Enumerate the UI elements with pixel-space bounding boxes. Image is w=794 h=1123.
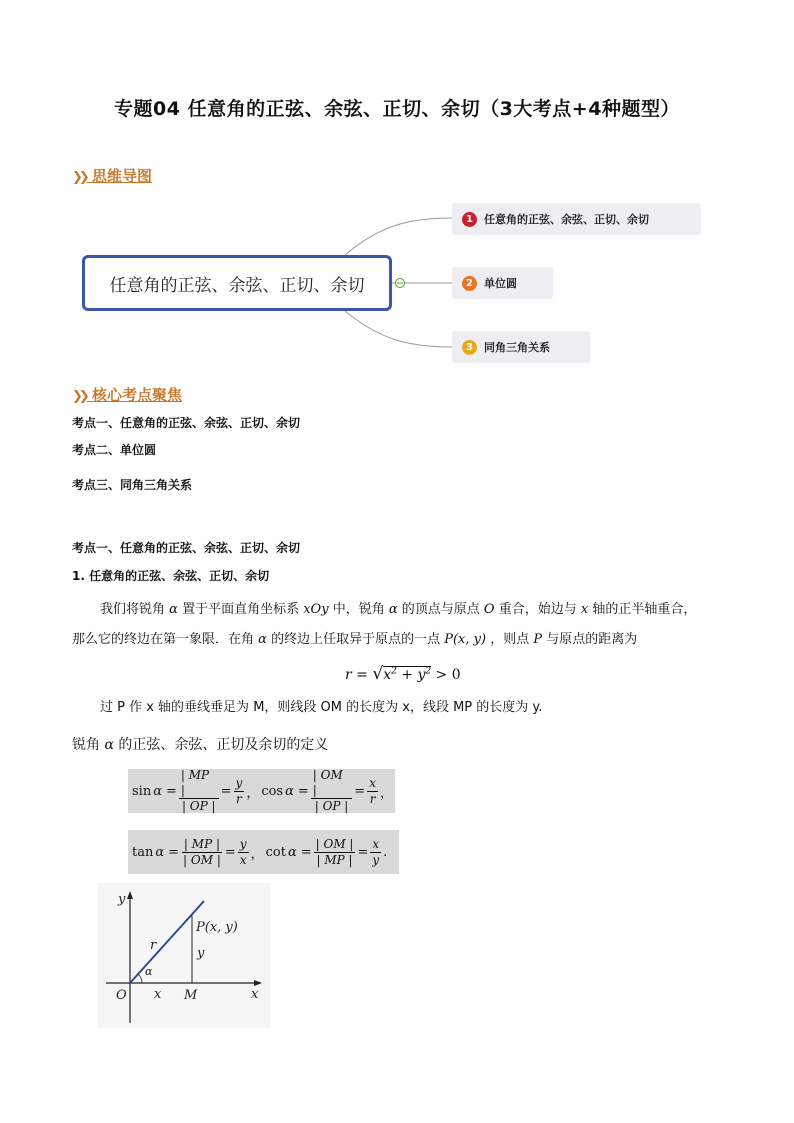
point-1: 考点一、任意角的正弦、余弦、正切、余切 <box>72 416 301 430</box>
number-badge-icon: 2 <box>462 276 477 291</box>
tan-cot-formula-box: tan α = $\frac{| MP |}{| OM |}$ = $\frac{y}{x}$ ， cot α = $\frac{| OM |}{| MP |}$ = $\frac{x}{y}$ . <box>128 830 399 874</box>
mindmap-heading: ❯❯ 思维导图 <box>72 167 153 185</box>
point-2: 考点二、单位圆 <box>72 443 157 457</box>
definition-label: 锐角 α 的正弦、余弦、正切及余切的定义 <box>72 737 329 753</box>
detail-heading: 考点一、任意角的正弦、余弦、正切、余切 <box>72 541 301 555</box>
figure-label-r: r <box>150 938 157 953</box>
core-heading: ❯❯ 核心考点聚焦 <box>72 386 183 404</box>
figure-label-o: O <box>116 988 127 1003</box>
number-badge-icon: 3 <box>462 340 477 355</box>
paragraph-line-2: 那么它的终边在第一象限．在角 α 的终边上任取异于原点的一点 P(x, y) ，则点 P 与原点的距离为 <box>72 632 638 647</box>
coordinate-figure <box>98 883 270 1028</box>
double-chevron-icon: ❯❯ <box>72 170 86 185</box>
paragraph-line-1: 我们将锐角 α 置于平面直角坐标系 xOy 中，锐角 α 的顶点与原点 O 重合，始边与 x 轴的正半轴重合， <box>100 602 697 617</box>
page-title: 专题04 任意角的正弦、余弦、正切、余切（3大考点+4种题型） <box>114 98 680 120</box>
figure-label-x: x <box>251 987 259 1002</box>
detail-subheading: 1. 任意角的正弦、余弦、正切、余切 <box>72 569 270 583</box>
figure-label-seg-x: x <box>154 987 162 1002</box>
figure-label-p: P(x, y) <box>196 920 238 935</box>
distance-formula: $r = √x^2 + y^2 > 0$ <box>345 664 461 684</box>
double-chevron-icon: ❯❯ <box>72 389 86 404</box>
mindmap-connectors <box>0 0 794 400</box>
mindmap-branch-3: 3 同角三角关系 <box>452 331 590 363</box>
mindmap-branch-2: 2 单位圆 <box>452 267 553 299</box>
sin-cos-formula-box: sin α = $\frac{| MP |}{| OP |}$ = $\frac{y}{r}$ ， cos α = $\frac{| OM |}{| OP |}$ = $\frac{x}{r}$ ， <box>128 769 395 813</box>
paragraph-line-3: 过 P 作 x 轴的垂线垂足为 M，则线段 OM 的长度为 x，线段 MP 的长度为 y. <box>100 700 543 715</box>
mindmap-center-node: 任意角的正弦、余弦、正切、余切 <box>82 255 392 311</box>
point-3: 考点三、同角三角关系 <box>72 478 193 492</box>
number-badge-icon: 1 <box>462 212 477 227</box>
figure-label-alpha: α <box>145 965 153 978</box>
figure-label-y: y <box>118 892 126 907</box>
figure-label-m: M <box>184 988 198 1003</box>
mindmap-branch-1: 1 任意角的正弦、余弦、正切、余切 <box>452 203 701 235</box>
figure-label-seg-y: y <box>197 946 205 961</box>
